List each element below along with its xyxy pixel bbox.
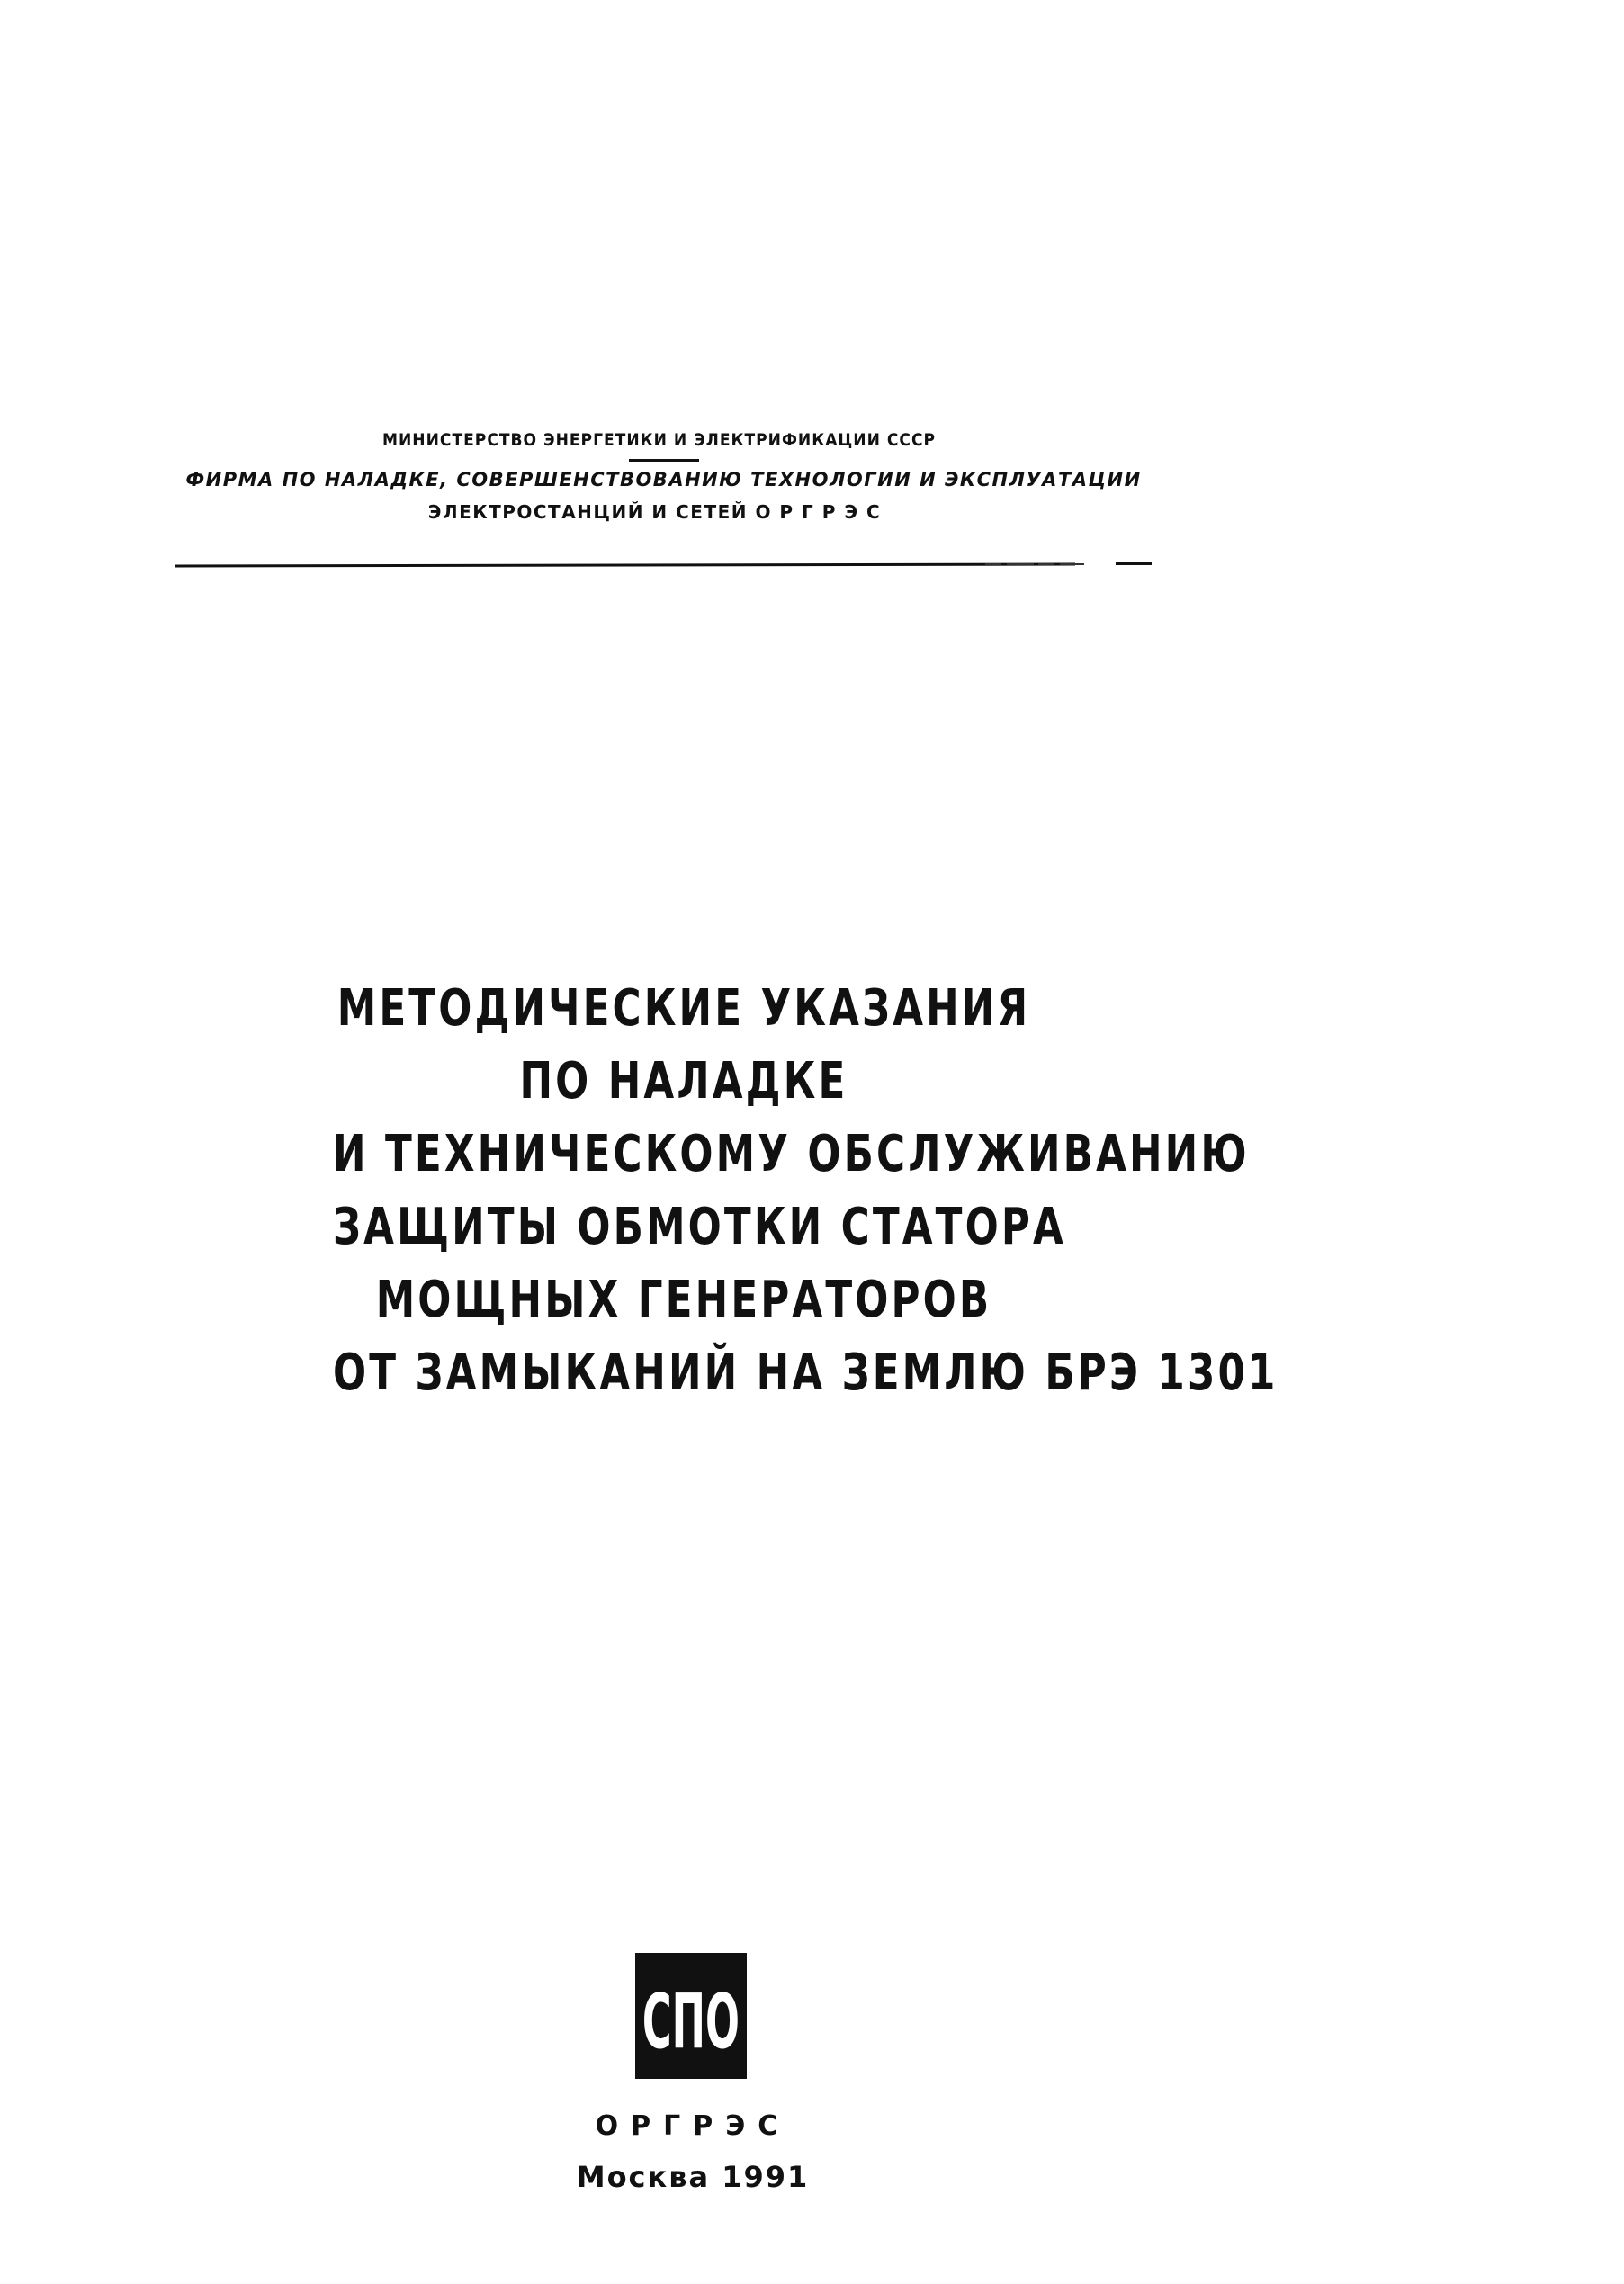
title-line-5: МОЩНЫХ ГЕНЕРАТОРОВ xyxy=(375,1271,992,1329)
publisher-name: ОРГРЭС xyxy=(595,2110,791,2142)
city-year: Москва 1991 xyxy=(576,2160,810,2194)
title-line-4: ЗАЩИТЫ ОБМОТКИ СТАТОРА xyxy=(333,1198,1066,1256)
header-block xyxy=(175,430,1152,523)
title-line-2: ПО НАЛАДКЕ xyxy=(519,1052,848,1111)
spo-logo xyxy=(635,1953,747,2079)
firm-name-line-2: ЭЛЕКТРОСТАНЦИЙ И СЕТЕЙ О Р Г Р Э С xyxy=(427,501,882,523)
title-line-1: МЕТОДИЧЕСКИЕ УКАЗАНИЯ xyxy=(336,979,1031,1038)
header-divider-line xyxy=(175,562,1152,568)
ministry-name: МИНИСТЕРСТВО ЭНЕРГЕТИКИ И ЭЛЕКТРИФИКАЦИИ СССР xyxy=(381,430,937,450)
title-line-3: И ТЕХНИЧЕСКОМУ ОБСЛУЖИВАНИЮ xyxy=(333,1125,1250,1183)
logo-text: СПО xyxy=(642,1977,740,2066)
document-title xyxy=(333,972,1279,1409)
firm-name-line-1: ФИРМА ПО НАЛАДКЕ, СОВЕРШЕНСТВОВАНИЮ ТЕХНОЛОГИИ И ЭКСПЛУАТАЦИИ xyxy=(185,469,1142,490)
short-divider xyxy=(629,459,699,462)
title-line-6: ОТ ЗАМЫКАНИЙ НА ЗЕМЛЮ БРЭ 1301 xyxy=(333,1344,1279,1402)
